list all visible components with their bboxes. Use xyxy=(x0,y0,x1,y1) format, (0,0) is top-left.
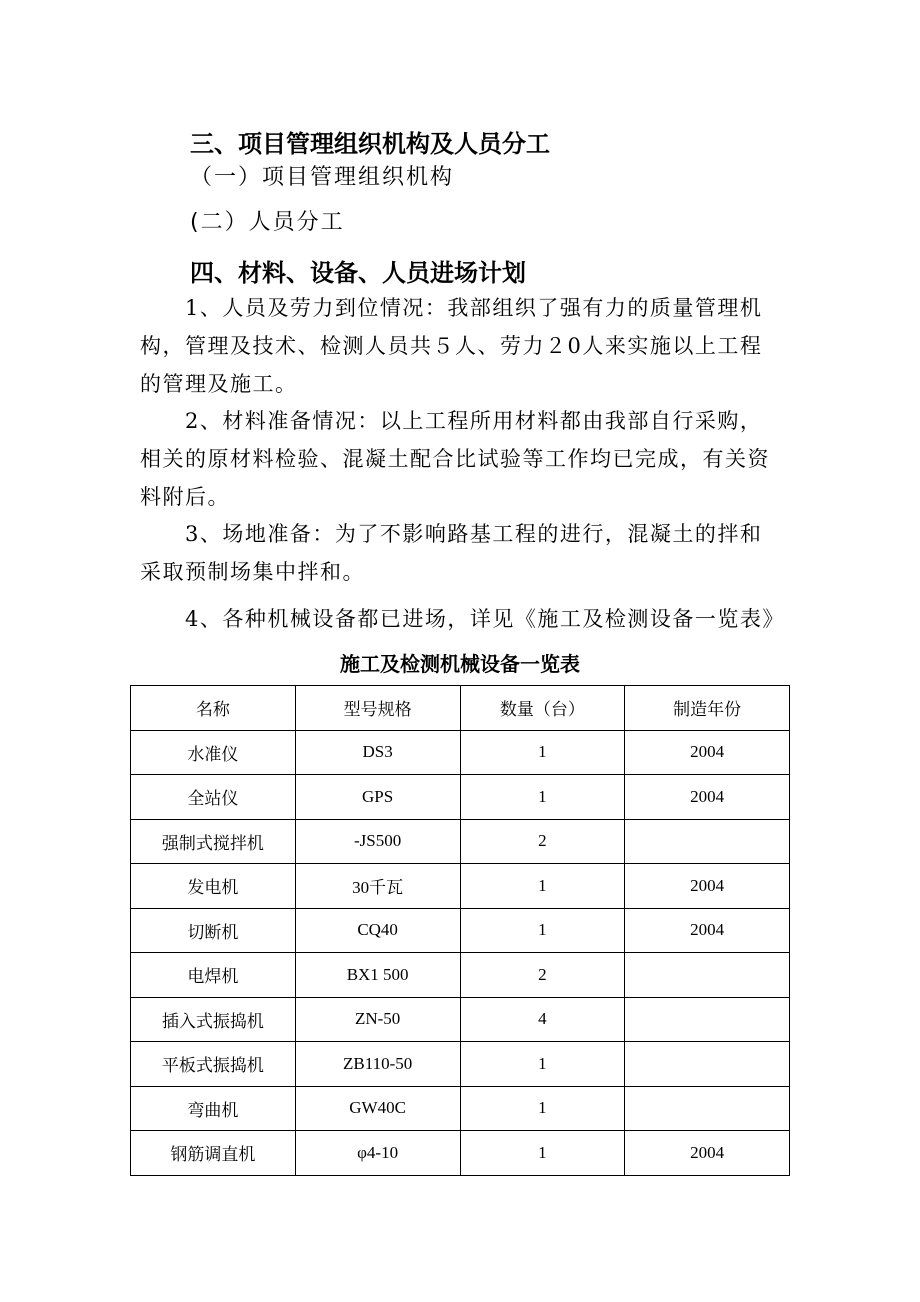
cell-model: φ4-10 xyxy=(295,1131,460,1176)
section-3-title: 三、项目管理组织机构及人员分工 xyxy=(190,130,550,158)
cell-year: 2004 xyxy=(625,1131,790,1176)
table-row xyxy=(131,1042,790,1087)
table-row xyxy=(131,953,790,998)
cell-model: ZN-50 xyxy=(295,997,460,1042)
table-row xyxy=(131,997,790,1042)
cell-year xyxy=(625,819,790,864)
cell-model: GPS xyxy=(295,775,460,820)
cell-quantity: 4 xyxy=(460,997,625,1042)
cell-model: GW40C xyxy=(295,1086,460,1131)
cell-year xyxy=(625,953,790,998)
cell-quantity: 1 xyxy=(460,730,625,775)
cell-name: 平板式振捣机 xyxy=(131,1042,296,1087)
cell-name: 发电机 xyxy=(131,864,296,909)
header-name: 名称 xyxy=(131,686,296,731)
paragraph-2-line-2: 相关的原材料检验、混凝土配合比试验等工作均已完成，有关资 xyxy=(140,447,770,471)
header-quantity: 数量（台） xyxy=(460,686,625,731)
table-row xyxy=(131,908,790,953)
paragraph-2-line-1: 2、材料准备情况：以上工程所用材料都由我部自行采购， xyxy=(185,409,763,433)
header-model: 型号规格 xyxy=(295,686,460,731)
table-row xyxy=(131,864,790,909)
cell-name: 钢筋调直机 xyxy=(131,1131,296,1176)
paragraph-3-line-2: 采取预制场集中拌和。 xyxy=(140,560,365,584)
cell-model: -JS500 xyxy=(295,819,460,864)
table-row xyxy=(131,1086,790,1131)
cell-name: 强制式搅拌机 xyxy=(131,819,296,864)
cell-quantity: 1 xyxy=(460,1042,625,1087)
cell-quantity: 2 xyxy=(460,819,625,864)
cell-name: 全站仪 xyxy=(131,775,296,820)
paragraph-1-line-3: 的管理及施工。 xyxy=(140,372,298,396)
cell-model: DS3 xyxy=(295,730,460,775)
cell-quantity: 1 xyxy=(460,1086,625,1131)
cell-quantity: 1 xyxy=(460,1131,625,1176)
paragraph-4-line-1: 4、各种机械设备都已进场，详见《施工及检测设备一览表》 xyxy=(185,607,785,631)
section-3-subheading-org: （一）项目管理组织机构 xyxy=(190,165,455,190)
table-row xyxy=(131,1131,790,1176)
paragraph-2-line-3: 料附后。 xyxy=(140,485,230,509)
cell-year xyxy=(625,1042,790,1087)
cell-year: 2004 xyxy=(625,730,790,775)
paragraph-1-line-2: 构，管理及技术、检测人员共５人、劳力２0人来实施以上工程 xyxy=(140,334,763,358)
cell-model: 30千瓦 xyxy=(295,864,460,909)
section-3-subheading-staff: (二）人员分工 xyxy=(190,210,345,235)
paragraph-3-line-1: 3、场地准备：为了不影响路基工程的进行，混凝土的拌和 xyxy=(185,522,763,546)
equipment-table xyxy=(130,685,790,1176)
cell-name: 电焊机 xyxy=(131,953,296,998)
header-year: 制造年份 xyxy=(625,686,790,731)
paragraph-1-line-1: 1、人员及劳力到位情况：我部组织了强有力的质量管理机 xyxy=(185,296,763,320)
cell-name: 切断机 xyxy=(131,908,296,953)
table-row xyxy=(131,730,790,775)
cell-model: BX1 500 xyxy=(295,953,460,998)
cell-model: ZB110-50 xyxy=(295,1042,460,1087)
cell-year: 2004 xyxy=(625,908,790,953)
section-4-title: 四、材料、设备、人员进场计划 xyxy=(190,259,526,287)
table-title: 施工及检测机械设备一览表 xyxy=(340,652,580,676)
cell-name: 插入式振捣机 xyxy=(131,997,296,1042)
cell-year xyxy=(625,997,790,1042)
cell-year: 2004 xyxy=(625,775,790,820)
cell-name: 水准仪 xyxy=(131,730,296,775)
table-header-row xyxy=(131,686,790,731)
cell-name: 弯曲机 xyxy=(131,1086,296,1131)
cell-year: 2004 xyxy=(625,864,790,909)
table-row xyxy=(131,819,790,864)
cell-year xyxy=(625,1086,790,1131)
table-row xyxy=(131,775,790,820)
cell-quantity: 2 xyxy=(460,953,625,998)
cell-model: CQ40 xyxy=(295,908,460,953)
cell-quantity: 1 xyxy=(460,864,625,909)
cell-quantity: 1 xyxy=(460,775,625,820)
cell-quantity: 1 xyxy=(460,908,625,953)
